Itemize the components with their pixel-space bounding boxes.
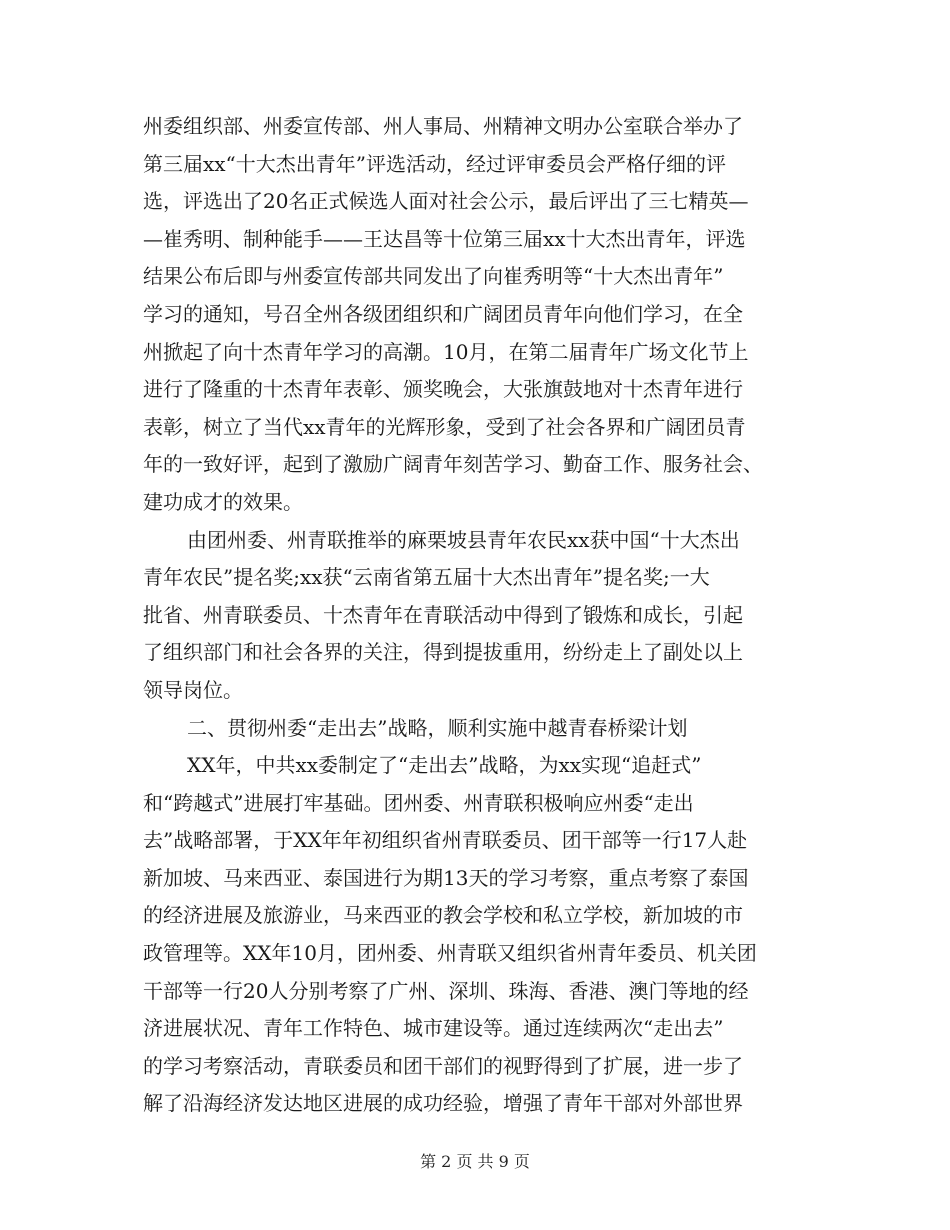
text-line: 选，评选出了20名正式候选人面对社会公示，最后评出了三七精英—: [143, 189, 749, 214]
text-line: 进行了隆重的十杰青年表彰、颁奖晚会，大张旗鼓地对十杰青年进行: [143, 377, 743, 402]
text-line: 新加坡、马来西亚、泰国进行为期13天的学习考察，重点考察了泰国: [143, 865, 749, 890]
text-line: 的学习考察活动，青联委员和团干部们的视野得到了扩展，进一步了: [143, 1053, 743, 1078]
page-number-footer: 第 2 页 共 9 页: [420, 1152, 530, 1171]
text-line: 了组织部门和社会各界的关注，得到提拔重用，纷纷走上了副处以上: [143, 640, 743, 665]
text-line: 州委组织部、州委宣传部、州人事局、州精神文明办公室联合举办了: [143, 114, 743, 138]
text-line: 解了沿海经济发达地区进展的成功经验，增强了青年干部对外部世界: [143, 1091, 743, 1116]
text-line: 青年农民”提名奖;xx获“云南省第五届十大杰出青年”提名奖;一大: [143, 565, 710, 590]
text-line: 的经济进展及旅游业，马来西亚的教会学校和私立学校，新加坡的市: [143, 903, 743, 928]
text-line: 济进展状况、青年工作特色、城市建设等。通过连续两次“走出去”: [143, 1016, 724, 1041]
text-line: 州掀起了向十杰青年学习的高潮。10月，在第二届青年广场文化节上: [143, 339, 749, 364]
text-line: 结果公布后即与州委宣传部共同发出了向崔秀明等“十大杰出青年”: [143, 264, 724, 289]
text-line: 学习的通知，号召全州各级团组织和广阔团员青年向他们学习，在全: [143, 301, 743, 326]
paragraph-start-line: 由团州委、州青联推举的麻栗坡县青年农民xx获中国“十大杰出: [187, 527, 740, 552]
text-line: 去”战略部署，于XX年年初组织省州青联委员、团干部等一行17人赴: [143, 828, 748, 853]
text-line: 干部等一行20人分别考察了广州、深圳、珠海、香港、澳门等地的经: [143, 978, 749, 1003]
text-line: 建功成才的效果。: [143, 489, 303, 514]
text-line: 表彰，树立了当代xx青年的光辉形象，受到了社会各界和广阔团员青: [143, 414, 746, 439]
text-line: —崔秀明、制种能手——王达昌等十位第三届xx十大杰出青年，评选: [143, 226, 746, 251]
paragraph-start-line: XX年，中共xx委制定了“走出去”战略，为xx实现“追赶式”: [187, 753, 702, 778]
text-line: 和“跨越式”进展打牢基础。团州委、州青联积极响应州委“走出: [143, 790, 694, 815]
text-line: 领导岗位。: [143, 677, 243, 702]
text-line: 第三届xx“十大杰出青年”评选活动，经过评审委员会严格仔细的评: [143, 151, 727, 176]
text-line: 批省、州青联委员、十杰青年在青联活动中得到了锻炼和成长，引起: [143, 602, 743, 627]
text-line: 年的一致好评，起到了激励广阔青年刻苦学习、勤奋工作、服务社会、: [143, 452, 763, 477]
section-heading: 二、贯彻州委“走出去”战略，顺利实施中越青春桥梁计划: [187, 715, 688, 740]
text-line: 政管理等。XX年10月，团州委、州青联又组织省州青年委员、机关团: [143, 941, 757, 966]
body-text: [143, 108, 803, 1123]
